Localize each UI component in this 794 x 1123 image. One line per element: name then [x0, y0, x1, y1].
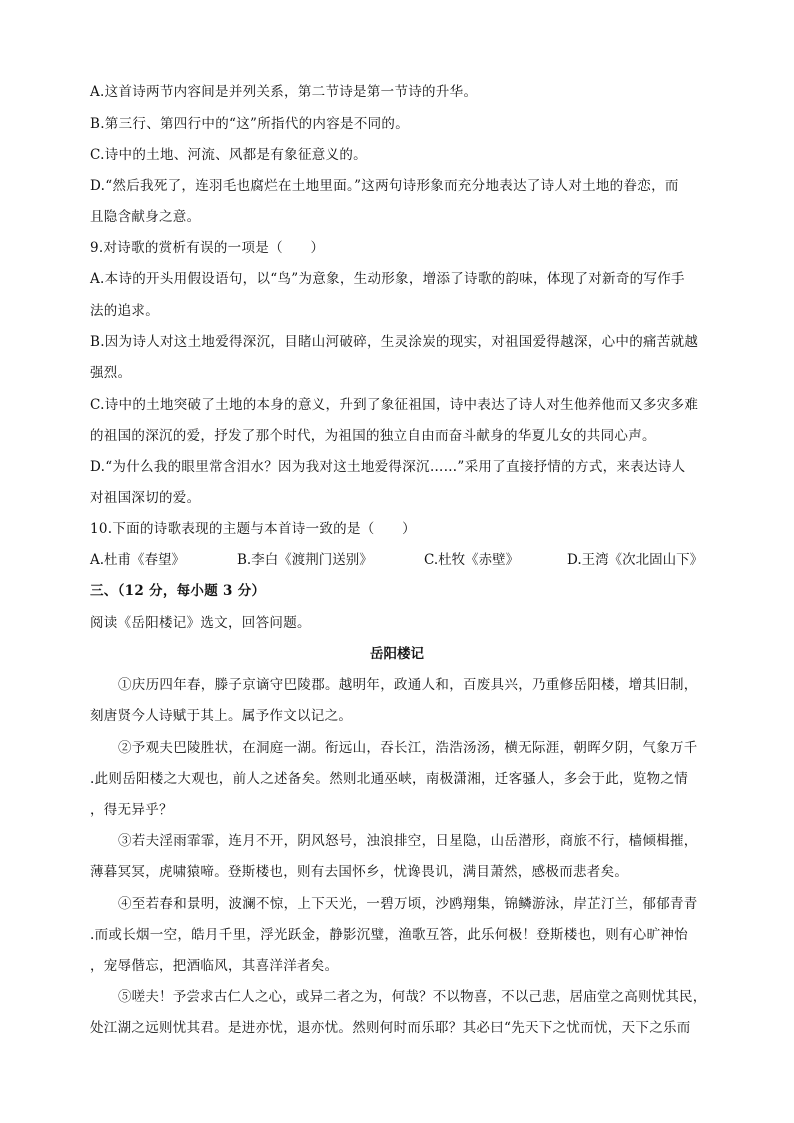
- passage-p5-line2: 处江湖之远则忧其君。是进亦忧，退亦忧。然则何时而乐耶？其必曰“先天下之忧而忧，天下之乐而: [90, 1020, 691, 1036]
- q8-option-c: C.诗中的土地、河流、风都是有象征意义的。: [90, 147, 367, 163]
- passage-p2-line1: ②予观夫巴陵胜状，在洞庭一湖。衔远山，吞长江，浩浩汤汤，横无际涯，朝晖夕阴，气象万千: [118, 740, 698, 756]
- section3-heading: 三、（12 分，每小题 3 分）: [90, 583, 266, 599]
- passage-title: 岳阳楼记: [370, 646, 424, 662]
- passage-p3-line1: ③若夫淫雨霏霏，连月不开，阴风怒号，浊浪排空，日星隐，山岳潜形，商旅不行，樯倾楫摧，: [118, 833, 698, 849]
- q9-stem: 9.对诗歌的赏析有误的一项是（ ）: [90, 240, 325, 256]
- section3-intro: 阅读《岳阳楼记》选文，回答问题。: [90, 615, 311, 631]
- q9-option-c-line1: C.诗中的土地突破了土地的本身的意义，升到了象征祖国，诗中表达了诗人对生他养他而又多灾多难: [90, 397, 699, 413]
- passage-p3-line2: 薄暮冥冥，虎啸猿啼。登斯楼也，则有去国怀乡，忧谗畏讥，满目萧然，感极而悲者矣。: [90, 864, 629, 880]
- q9-option-d-line2: 对祖国深切的爱。: [90, 490, 201, 506]
- q10-option-c: C.杜牧《赤壁》: [424, 552, 520, 568]
- passage-p2-line2: .此则岳阳楼之大观也，前人之述备矣。然则北通巫峡，南极潇湘，迁客骚人，多会于此，览物之情: [90, 771, 688, 787]
- q8-option-a: A.这首诗两节内容间是并列关系，第二节诗是第一节诗的升华。: [90, 84, 478, 100]
- passage-p1-line1: ①庆历四年春，滕子京谪守巴陵郡。越明年，政通人和，百废具兴，乃重修岳阳楼，增其旧制，: [118, 677, 698, 693]
- q9-option-d-line1: D.“为什么我的眼里常含泪水？因为我对这土地爱得深沉……”采用了直接抒情的方式，来表达诗人: [90, 459, 686, 475]
- q9-option-a-line1: A.本诗的开头用假设语句，以“鸟”为意象，生动形象，增添了诗歌的韵味，体现了对新奇的写作手: [90, 271, 685, 287]
- q10-option-d: D.王湾《次北固山下》: [567, 552, 704, 568]
- q9-option-a-line2: 法的追求。: [90, 303, 159, 319]
- q8-option-b: B.第三行、第四行中的“这”所指代的内容是不同的。: [90, 116, 410, 132]
- q8-option-d-line2: 且隐含献身之意。: [90, 209, 201, 225]
- q10-option-b: B.李白《渡荆门送别》: [237, 552, 373, 568]
- q10-stem: 10.下面的诗歌表现的主题与本首诗一致的是（ ）: [90, 521, 416, 537]
- passage-p2-line3: ，得无异乎？: [90, 802, 173, 818]
- passage-p1-line2: 刻唐贤今人诗赋于其上。属予作文以记之。: [90, 708, 353, 724]
- passage-p4-line2: .而或长烟一空，皓月千里，浮光跃金，静影沉璧，渔歌互答，此乐何极！登斯楼也，则有心旷神怡: [90, 927, 688, 943]
- q10-option-a: A.杜甫《春望》: [90, 552, 186, 568]
- passage-p4-line3: ，宠辱偕忘，把酒临风，其喜洋洋者矣。: [90, 958, 339, 974]
- passage-p5-line1: ⑤嗟夫！予尝求古仁人之心，或异二者之为，何哉？不以物喜，不以己悲，居庙堂之高则忧其民，: [118, 989, 707, 1005]
- q8-option-d-line1: D.“然后我死了，连羽毛也腐烂在土地里面。”这两句诗形象而充分地表达了诗人对土地的眷恋，而: [90, 178, 679, 194]
- q9-option-c-line2: 的祖国的深沉的爱，抒发了那个时代，为祖国的独立自由而奋斗献身的华夏儿女的共同心声。: [90, 428, 656, 444]
- q9-option-b-line2: 强烈。: [90, 365, 132, 381]
- passage-p4-line1: ④至若春和景明，波澜不惊，上下天光，一碧万顷，沙鸥翔集，锦鳞游泳，岸芷汀兰，郁郁青青: [118, 896, 698, 912]
- q9-option-b-line1: B.因为诗人对这土地爱得深沉，目睹山河破碎，生灵涂炭的现实，对祖国爱得越深，心中的痛苦就越: [90, 334, 699, 350]
